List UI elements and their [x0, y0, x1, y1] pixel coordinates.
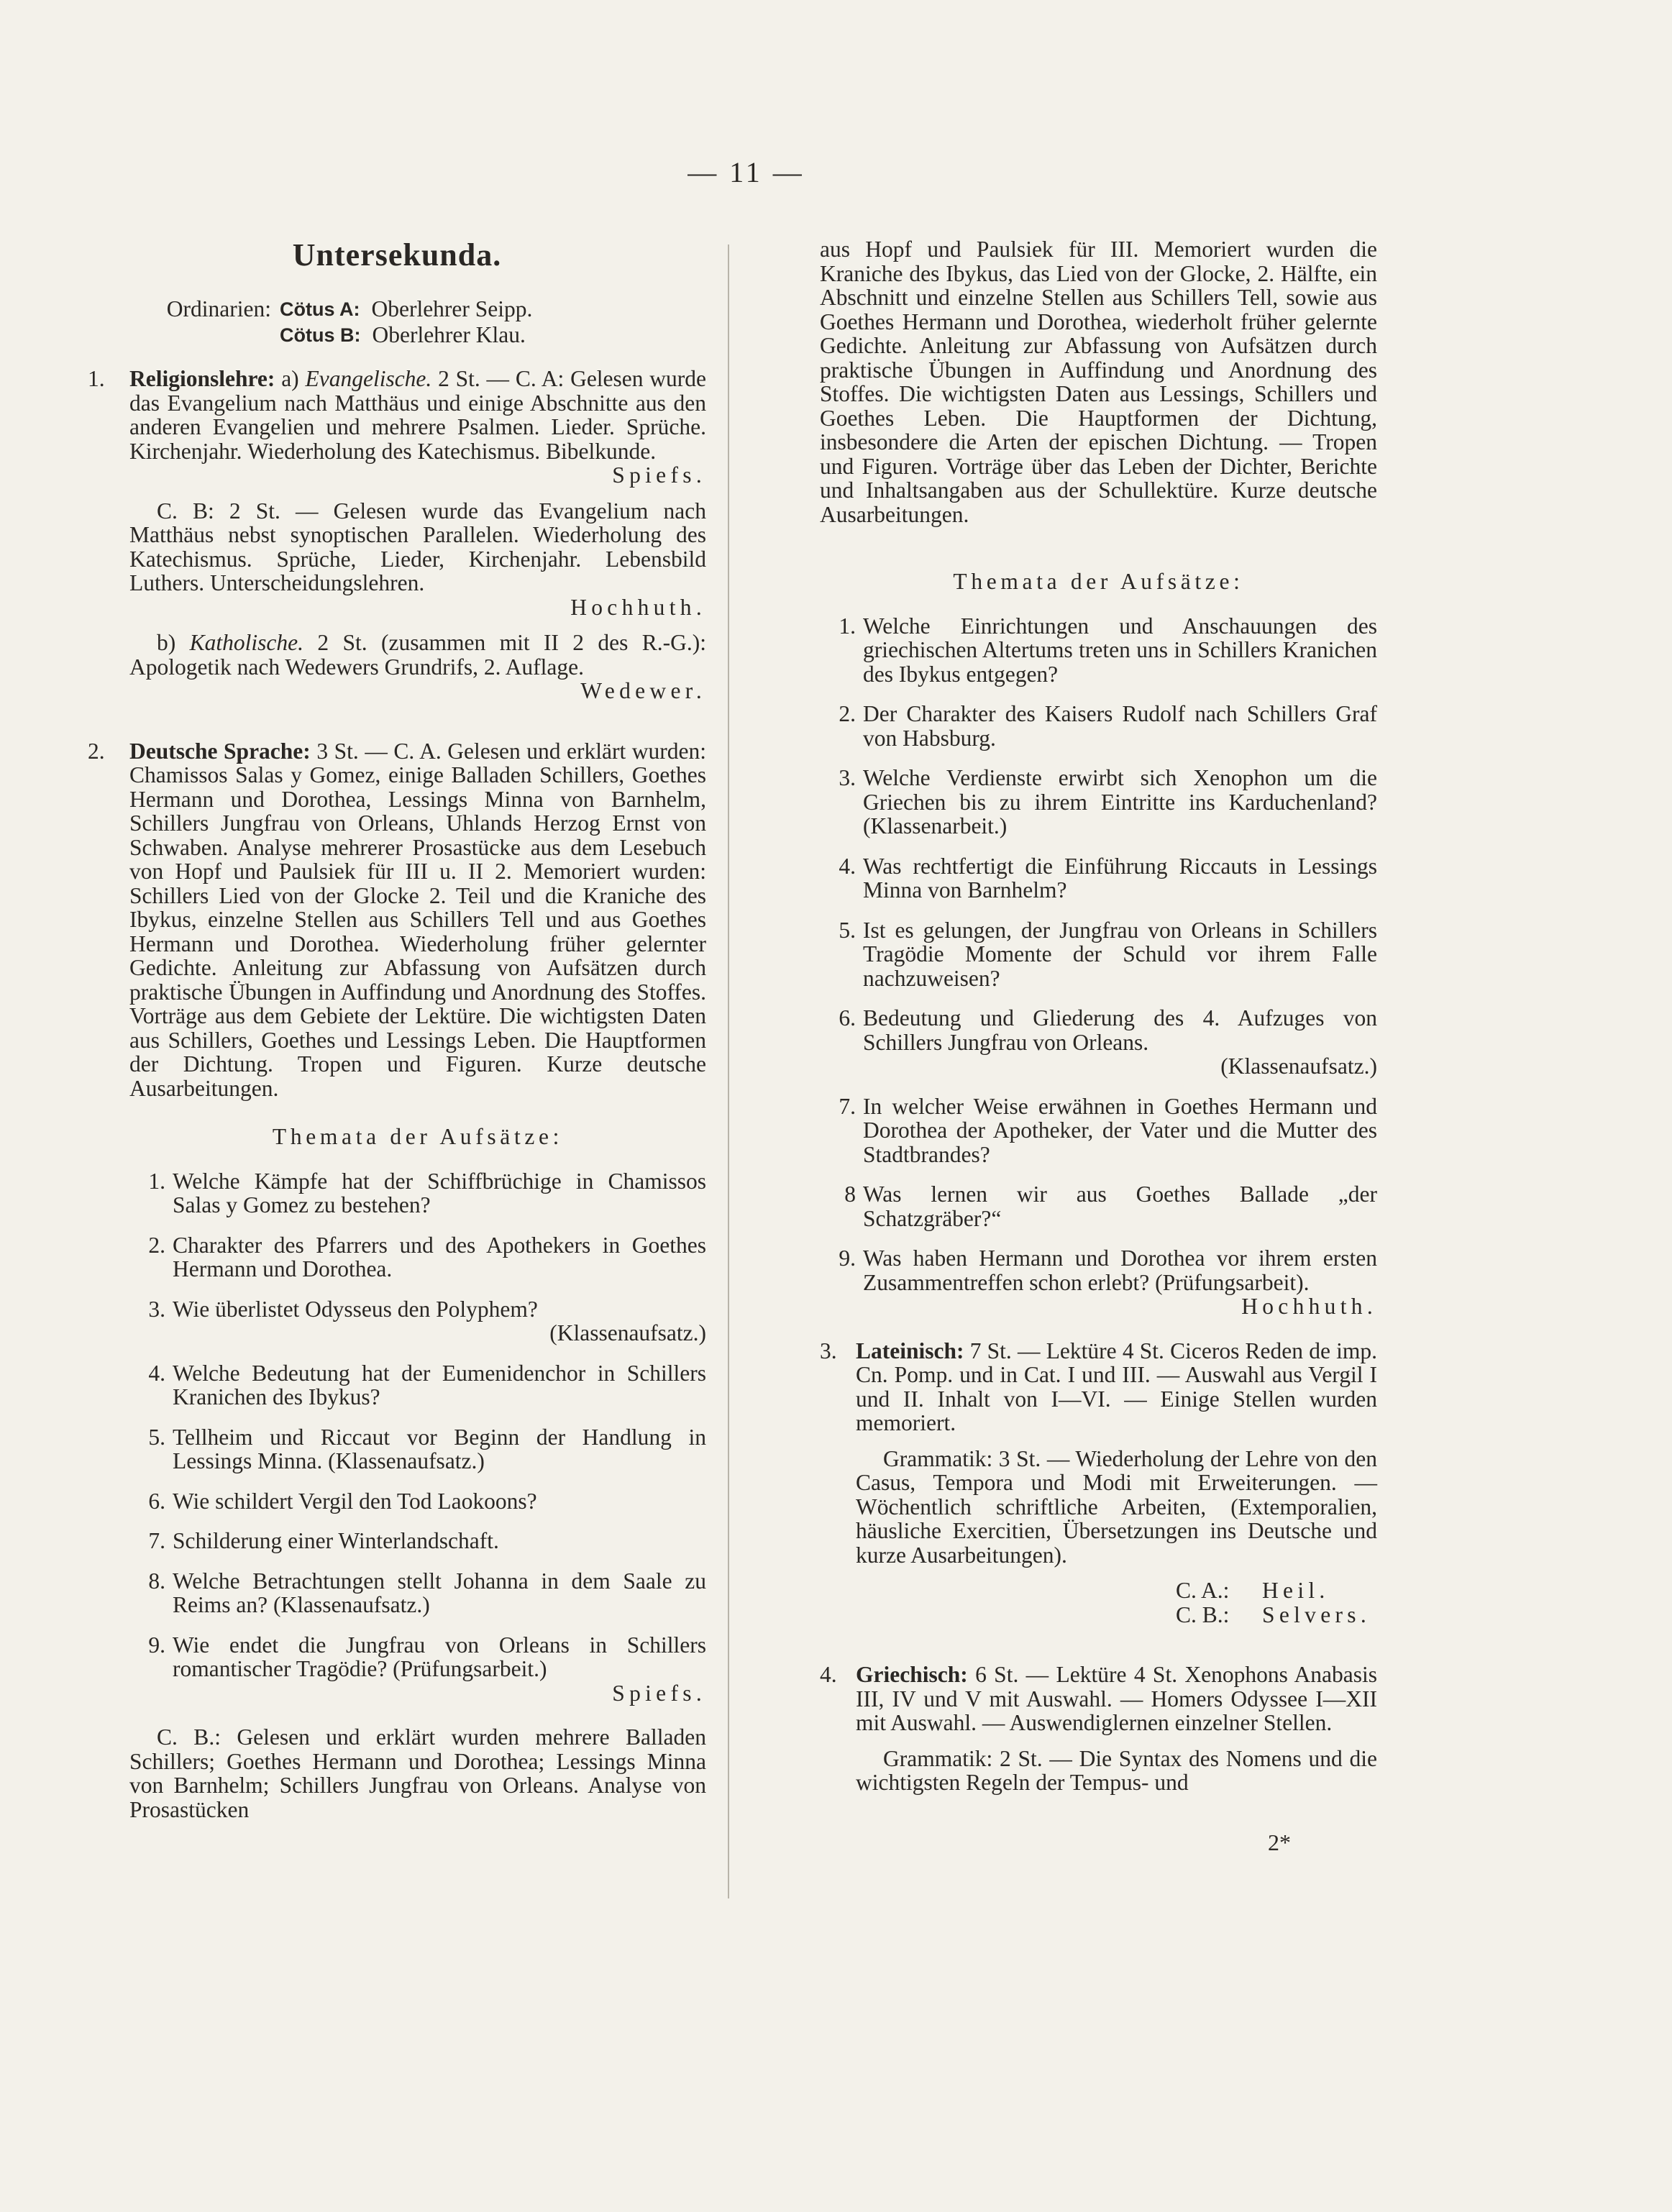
deutsch-section — [88, 739, 706, 1834]
paragraph-text: C. B: 2 St. — Gelesen wurde das Evangelium nach Matthäus nebst synoptischen Parallelen. Wiederholung des Katechismus. Sprüche, Lieder, Kirchenjahr. Lebensbild Luthers. Unterscheidungslehren. — [129, 498, 706, 595]
list-item: 4. Welche Bedeutung hat der Eumenidenchor in Schillers Kranichen des Ibykus? — [148, 1360, 706, 1409]
list-item: 9. Wie endet die Jungfrau von Orleans in Schillers romantischer Tragödie? (Prüfungsarbeit.) Spiefs. — [148, 1632, 706, 1706]
religion-paragraph-1 — [129, 367, 706, 488]
section-number: 3. — [820, 1338, 837, 1363]
list-item: 2. Charakter des Pfarrers und des Apothekers in Goethes Hermann und Dorothea. — [148, 1232, 706, 1281]
ordinarius-row-b — [88, 322, 706, 348]
latein-section — [820, 1339, 1377, 1627]
list-item: 3. Welche Verdienste erwirbt sich Xenophon um die Griechen bis zu ihrem Eintritte ins Karduchenland? (Klassenarbeit.) — [839, 765, 1377, 838]
deutsch-cb-paragraph: C. B.: Gelesen und erklärt wurden mehrere Balladen Schillers; Goethes Hermann und Dorothea; Lessings Minna von Barnhelm; Schillers Jungfrau von Orleans. Analyse von Prosastücken — [129, 1724, 706, 1822]
list-item: 6. Bedeutung und Gliederung des 4. Aufzuges von Schillers Jungfrau von Orleans. (Klassenaufsatz.) — [839, 1005, 1377, 1079]
teacher-signature: Spiefs. — [612, 462, 706, 488]
coetus-label: C. B.: — [1176, 1601, 1230, 1627]
paragraph-text: 7 St. — Lektüre 4 St. Ciceros Reden de imp. Cn. Pomp. und in Cat. I und III. — Auswahl aus Vergil I und II. Inhalt von I—VI. — Einige Stellen wurden memoriert. — [856, 1338, 1378, 1435]
teacher-signature: Selvers. — [1262, 1601, 1371, 1627]
religion-paragraph-2 — [129, 499, 706, 620]
list-item: 7. In welcher Weise erwähnen in Goethes Hermann und Dorothea der Apotheker, der Vater und die Mutter des Stadtbrandes? — [839, 1093, 1377, 1167]
latein-grammatik: Grammatik: 3 St. — Wiederholung der Lehre von den Casus, Tempora und Modi mit Erweiterungen. — Wöchentlich schriftliche Arbeiten, (Extemporalien, häusliche Exercitien, Übersetzungen ins Deutsche und kurze Ausarbeitungen). — [856, 1445, 1377, 1568]
denomination-label: Katholische. — [189, 630, 303, 655]
note: (Klassenaufsatz.) — [549, 1320, 706, 1345]
griechisch-grammatik: Grammatik: 2 St. — Die Syntax des Nomens und die wichtigsten Regeln der Tempus- und — [856, 1745, 1377, 1795]
themata-list — [820, 614, 1377, 1319]
list-item: 2. Der Charakter des Kaisers Rudolf nach Schillers Graf von Habsburg. — [839, 701, 1377, 751]
themata-list — [129, 1169, 706, 1706]
paragraph-text: 2 St. (zusammen mit II 2 des R.-G.): Apologetik nach Wedewers Grundrifs, 2. Auflage. — [129, 630, 707, 680]
left-column — [88, 237, 706, 1857]
ordinarius-row-a — [88, 296, 706, 322]
teacher-signature: Hochhuth. — [570, 594, 706, 620]
latein-paragraph — [856, 1339, 1377, 1435]
sub-letter: a) — [281, 366, 299, 391]
section-number: 1. — [88, 366, 105, 391]
teacher-signature: Heil. — [1262, 1578, 1330, 1603]
list-item: 7. Schilderung einer Winterlandschaft. — [148, 1528, 499, 1553]
themata-heading: Themata der Aufsätze: — [953, 569, 1244, 594]
subject-heading: Lateinisch: — [856, 1338, 964, 1363]
list-item: 8. Welche Betrachtungen stellt Johanna in dem Saale zu Reims an? (Klassenaufsatz.) — [148, 1568, 706, 1617]
subject-heading: Religionslehre: — [129, 366, 275, 391]
coetus-label: Cötus A: — [280, 298, 360, 320]
section-title: Untersekunda. — [292, 237, 502, 273]
ordinarius-name: Oberlehrer Seipp. — [371, 296, 533, 321]
note: (Klassenaufsatz.) — [1220, 1054, 1377, 1079]
list-item: 1. Welche Einrichtungen und Anschauungen des griechischen Altertums treten uns in Schillers Kranichen des Ibykus entgegen? — [839, 613, 1377, 687]
griechisch-paragraph — [856, 1663, 1377, 1735]
coetus-label: Cötus B: — [280, 324, 361, 346]
themata-heading: Themata der Aufsätze: — [272, 1124, 564, 1149]
ordinarius-name: Oberlehrer Klau. — [372, 322, 526, 347]
paragraph-text: 3 St. — C. A. Gelesen und erklärt wurden: Chamissos Salas y Gomez, einige Balladen Schillers, Goethes Hermann und Dorothea, Lessings Minna von Barnhelm, Schillers Jungfrau von Orleans, Uhlands Herzog Ernst von Schwaben. Analyse mehrerer Prosastücke aus dem Lesebuch von Hopf und Paulsiek für III u. II 2. Memoriert wurden: Schillers Lied von der Glocke 2. Teil und die Kraniche des Ibykus, einzelne Stellen aus Schillers Tell und aus Goethes Hermann und Dorothea. Wiederholung früher gelernter Gedichte. Anleitung zur Abfassung von Aufsätzen durch praktische Übungen in Auffindung und Anordnung des Stoffes. Vorträge aus dem Gebiete der Lektüre. Die wichtigsten Daten aus Schillers, Goethes und Lessings Leben. Die Hauptformen der Dichtung. Tropen und Figuren. Kurze deutsche Ausarbeitungen. — [129, 738, 707, 1101]
coetus-label: C. A.: — [1176, 1578, 1230, 1603]
list-item: 9. Was haben Hermann und Dorothea vor ihrem ersten Zusammentreffen schon erlebt? (Prüfungsarbeit). Hochhuth. — [839, 1246, 1377, 1319]
deutsch-paragraph — [129, 739, 706, 1101]
teacher-signature: Hochhuth. — [1241, 1294, 1377, 1319]
religion-section — [88, 367, 706, 715]
continued-paragraph: aus Hopf und Paulsiek für III. Memoriert wurden die Kraniche des Ibykus, das Lied von der Glocke, 2. Hälfte, ein Abschnitt und einzelne Stellen aus Schillers Tell, sowie aus Goethes Hermann und Dorothea, wiederholt früher gelernte Gedichte. Anleitung zur Abfassung von Aufsätzen durch praktische Übungen in Auffindung und Anordnung des Stoffes. Die wichtigsten Daten aus Lessings, Schillers und Goethes Leben. Die Hauptformen der Dichtung, insbesondere die Arten der epischen Dichtung. — Tropen und Figuren. Vorträge über das Leben der Dichter, Berichte und Inhaltsangaben aus der Schullektüre. Kurze deutsche Ausarbeitungen. — [820, 237, 1377, 527]
subject-heading: Deutsche Sprache: — [129, 738, 311, 764]
column-divider — [728, 244, 729, 1898]
religion-paragraph-3 — [129, 631, 706, 703]
teacher-signature: Spiefs. — [612, 1680, 706, 1706]
griechisch-section — [820, 1663, 1377, 1806]
list-item: 4. Was rechtfertigt die Einführung Riccauts in Lessings Minna von Barnhelm? — [839, 853, 1377, 902]
page-number: — 11 — — [687, 156, 805, 188]
latein-signatures — [856, 1578, 1377, 1627]
ordinarien-label: Ordinarien: — [166, 296, 271, 321]
teacher-signature: Wedewer. — [580, 678, 706, 703]
subject-heading: Griechisch: — [856, 1662, 968, 1687]
ordinarien-block — [88, 296, 706, 348]
list-item: 1. Welche Kämpfe hat der Schiffbrüchige in Chamissos Salas y Gomez zu bestehen? — [148, 1168, 706, 1217]
list-item: 8 Was lernen wir aus Goethes Ballade „der Schatzgräber?“ — [844, 1182, 1377, 1231]
list-item: 6. Wie schildert Vergil den Tod Laokoons? — [148, 1488, 537, 1514]
signature-mark: 2* — [1268, 1829, 1291, 1855]
paragraph-text: 2 St. — C. A: Gelesen wurde das Evangelium nach Matthäus und einige Abschnitte aus den anderen Evangelien und mehrere Psalmen. Lieder. Sprüche. Kirchenjahr. Wiederholung des Katechismus. Bibelkunde. — [129, 366, 707, 464]
list-item: 3. Wie überlistet Odysseus den Polyphem? (Klassenaufsatz.) — [148, 1296, 706, 1345]
section-number: 2. — [88, 738, 105, 764]
sub-letter: b) — [157, 630, 176, 655]
right-column — [820, 237, 1377, 1855]
list-item: 5. Tellheim und Riccaut vor Beginn der Handlung in Lessings Minna. (Klassenaufsatz.) — [148, 1424, 706, 1473]
section-number: 4. — [820, 1662, 837, 1687]
paragraph-text: 6 St. — Lektüre 4 St. Xenophons Anabasis III, IV und V mit Auswahl. — Homers Odyssee I—XII mit Auswahl. — Auswendiglernen einzelner Stellen. — [856, 1662, 1378, 1735]
denomination-label: Evangelische. — [305, 366, 432, 391]
list-item: 5. Ist es gelungen, der Jungfrau von Orleans in Schillers Tragödie Momente der Schuld vor ihrem Falle nachzuweisen? — [839, 917, 1377, 991]
